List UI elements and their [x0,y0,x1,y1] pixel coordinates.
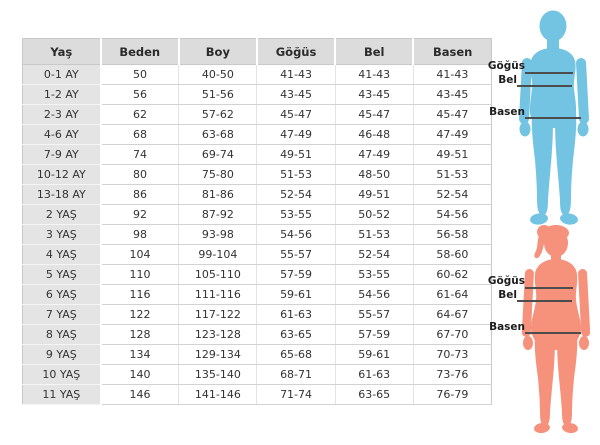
size-value-cell: 74 [101,145,179,165]
size-value-cell: 47-49 [413,125,491,145]
size-value-cell: 55-57 [257,245,335,265]
table-row [23,345,492,365]
size-value-cell: 61-63 [257,305,335,325]
row-age-label: 10-12 AY [23,165,101,185]
size-value-cell: 80 [101,165,179,185]
size-value-cell: 87-92 [179,205,257,225]
row-age-label: 7-9 AY [23,145,101,165]
table-row [23,145,492,165]
boy-waist-label: Bel [498,74,517,86]
row-age-label: 13-18 AY [23,185,101,205]
size-value-cell: 104 [101,245,179,265]
size-value-cell: 63-65 [257,325,335,345]
size-value-cell: 50-52 [335,205,413,225]
size-value-cell: 128 [101,325,179,345]
size-chart-table [22,38,492,405]
size-value-cell: 54-56 [257,225,335,245]
size-value-cell: 140 [101,365,179,385]
size-value-cell: 47-49 [335,145,413,165]
size-value-cell: 51-53 [257,165,335,185]
size-value-cell: 64-67 [413,305,491,325]
header-row [23,39,492,65]
column-header: Basen [413,39,491,65]
size-value-cell: 116 [101,285,179,305]
size-value-cell: 146 [101,385,179,405]
size-value-cell: 47-49 [257,125,335,145]
size-value-cell: 52-54 [413,185,491,205]
girl-hips-label: Basen [489,321,525,333]
girl-silhouette [518,222,590,434]
size-value-cell: 110 [101,265,179,285]
size-value-cell: 111-116 [179,285,257,305]
table-row [23,125,492,145]
size-value-cell: 123-128 [179,325,257,345]
size-value-cell: 55-57 [335,305,413,325]
size-value-cell: 50 [101,65,179,85]
size-value-cell: 75-80 [179,165,257,185]
size-value-cell: 63-68 [179,125,257,145]
size-value-cell: 76-79 [413,385,491,405]
table-row [23,165,492,185]
column-header: Yaş [23,39,101,65]
table-row [23,105,492,125]
row-age-label: 11 YAŞ [23,385,101,405]
column-header: Bel [335,39,413,65]
boy-hips-label: Basen [489,106,525,118]
girl-chest-line [525,287,573,289]
size-value-cell: 51-53 [335,225,413,245]
size-value-cell: 129-134 [179,345,257,365]
size-value-cell: 98 [101,225,179,245]
size-value-cell: 61-64 [413,285,491,305]
size-value-cell: 43-45 [257,85,335,105]
girl-chest-label: Göğüs [487,275,525,287]
girl-hips-line [525,332,581,334]
table-row [23,365,492,385]
size-table-body [23,65,492,405]
table-row [23,65,492,85]
size-value-cell: 54-56 [413,205,491,225]
size-value-cell: 54-56 [335,285,413,305]
size-value-cell: 59-61 [257,285,335,305]
row-age-label: 1-2 AY [23,85,101,105]
size-value-cell: 86 [101,185,179,205]
row-age-label: 7 YAŞ [23,305,101,325]
size-value-cell: 49-51 [413,145,491,165]
size-value-cell: 141-146 [179,385,257,405]
table-row [23,245,492,265]
column-header: Göğüs [257,39,335,65]
boy-chest-label: Göğüs [487,60,525,72]
table-row [23,265,492,285]
size-value-cell: 53-55 [335,265,413,285]
table-row [23,305,492,325]
size-value-cell: 45-47 [413,105,491,125]
row-age-label: 10 YAŞ [23,365,101,385]
size-value-cell: 49-51 [335,185,413,205]
size-value-cell: 69-74 [179,145,257,165]
size-value-cell: 53-55 [257,205,335,225]
table-row [23,285,492,305]
size-value-cell: 99-104 [179,245,257,265]
size-value-cell: 67-70 [413,325,491,345]
size-value-cell: 68 [101,125,179,145]
table-row [23,325,492,345]
size-value-cell: 52-54 [335,245,413,265]
girl-waist-line [517,300,572,302]
row-age-label: 3 YAŞ [23,225,101,245]
size-value-cell: 59-61 [335,345,413,365]
size-value-cell: 40-50 [179,65,257,85]
size-value-cell: 70-73 [413,345,491,365]
size-value-cell: 56 [101,85,179,105]
row-age-label: 2 YAŞ [23,205,101,225]
size-value-cell: 134 [101,345,179,365]
girl-body-shape [522,225,590,434]
boy-chest-line [525,72,573,74]
size-value-cell: 71-74 [257,385,335,405]
table-row [23,385,492,405]
size-value-cell: 122 [101,305,179,325]
size-value-cell: 43-45 [413,85,491,105]
size-value-cell: 60-62 [413,265,491,285]
size-value-cell: 63-65 [335,385,413,405]
size-value-cell: 56-58 [413,225,491,245]
size-value-cell: 73-76 [413,365,491,385]
size-value-cell: 45-47 [257,105,335,125]
size-value-cell: 105-110 [179,265,257,285]
row-age-label: 5 YAŞ [23,265,101,285]
row-age-label: 6 YAŞ [23,285,101,305]
size-value-cell: 43-45 [335,85,413,105]
size-value-cell: 41-43 [257,65,335,85]
girl-waist-label: Bel [498,289,517,301]
size-value-cell: 65-68 [257,345,335,365]
size-value-cell: 57-62 [179,105,257,125]
size-value-cell: 57-59 [257,265,335,285]
size-value-cell: 68-71 [257,365,335,385]
row-age-label: 2-3 AY [23,105,101,125]
size-value-cell: 61-63 [335,365,413,385]
size-value-cell: 51-53 [413,165,491,185]
row-age-label: 4 YAŞ [23,245,101,265]
table-row [23,205,492,225]
boy-hips-line [525,117,581,119]
size-value-cell: 81-86 [179,185,257,205]
table-row [23,85,492,105]
column-header: Beden [101,39,179,65]
size-value-cell: 41-43 [413,65,491,85]
boy-silhouette [518,10,590,228]
boy-waist-line [517,85,572,87]
table-row [23,185,492,205]
size-value-cell: 58-60 [413,245,491,265]
size-value-cell: 92 [101,205,179,225]
size-value-cell: 135-140 [179,365,257,385]
table-row [23,225,492,245]
size-value-cell: 93-98 [179,225,257,245]
size-value-cell: 48-50 [335,165,413,185]
size-value-cell: 46-48 [335,125,413,145]
size-value-cell: 49-51 [257,145,335,165]
column-header: Boy [179,39,257,65]
row-age-label: 0-1 AY [23,65,101,85]
size-value-cell: 41-43 [335,65,413,85]
size-value-cell: 57-59 [335,325,413,345]
size-value-cell: 51-56 [179,85,257,105]
size-value-cell: 62 [101,105,179,125]
size-value-cell: 45-47 [335,105,413,125]
row-age-label: 9 YAŞ [23,345,101,365]
size-value-cell: 117-122 [179,305,257,325]
row-age-label: 8 YAŞ [23,325,101,345]
row-age-label: 4-6 AY [23,125,101,145]
size-value-cell: 52-54 [257,185,335,205]
